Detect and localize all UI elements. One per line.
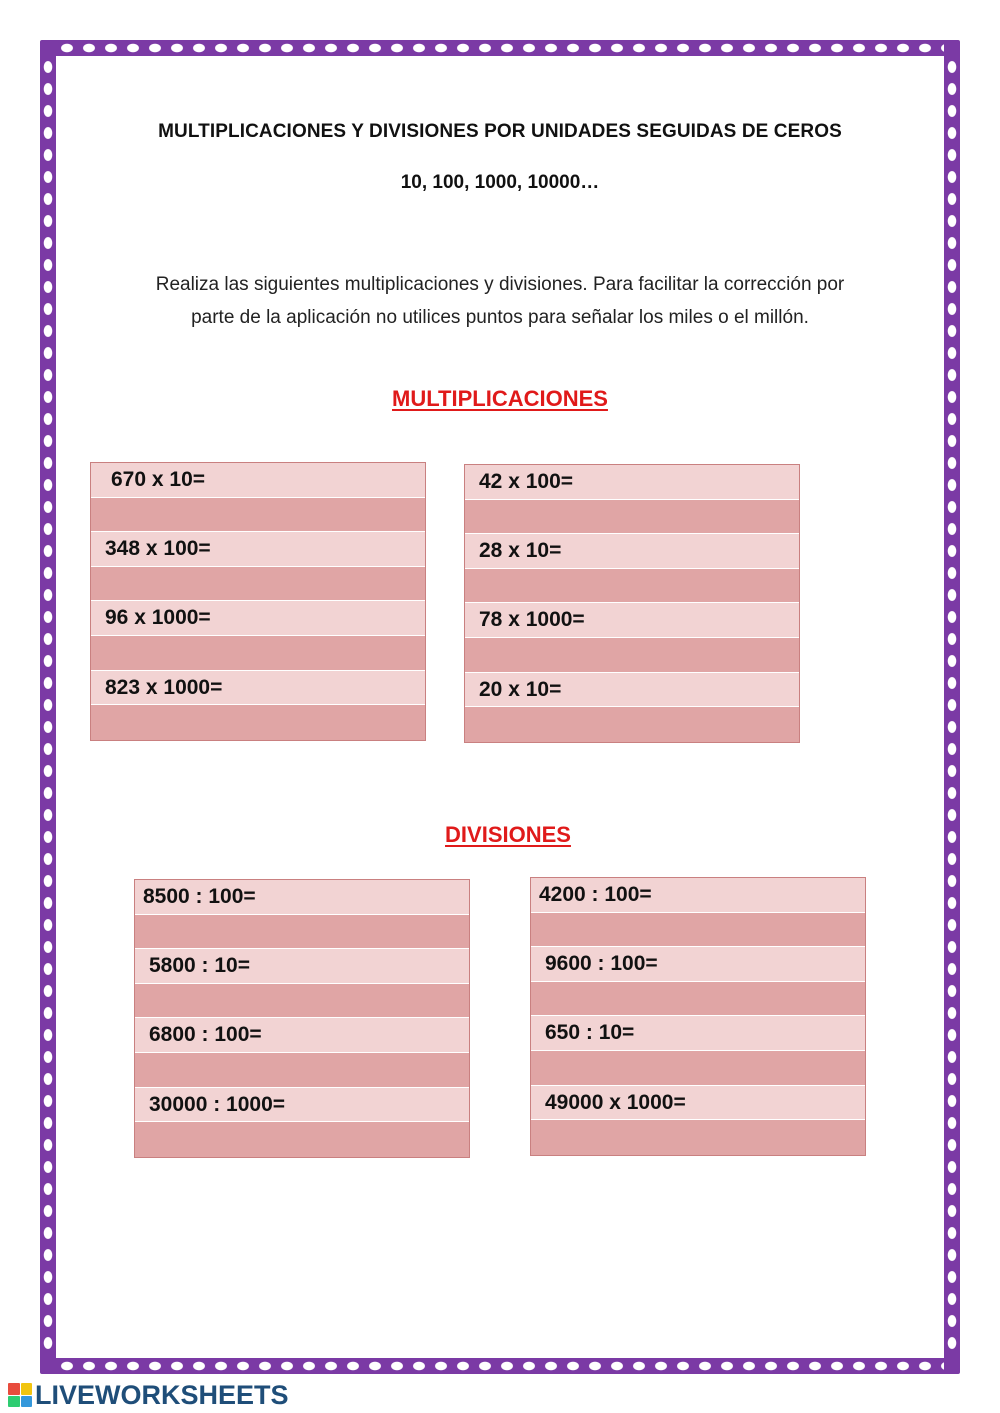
exercise-question: 5800 : 10= xyxy=(135,949,469,984)
exercise-question: 30000 : 1000= xyxy=(135,1088,469,1123)
brand-name: LIVEWORKSHEETS xyxy=(35,1379,289,1410)
frame-dots-top xyxy=(56,40,944,56)
answer-input[interactable] xyxy=(465,569,799,604)
exercise-question: 28 x 10= xyxy=(465,534,799,569)
instructions-text: Realiza las siguientes multiplicaciones y divisiones. Para facilitar la corrección por parte de la aplicación no utilices puntos para señalar los miles o el millón. xyxy=(155,274,845,328)
exercise-question: 8500 : 100= xyxy=(135,880,469,915)
page-title: MULTIPLICACIONES Y DIVISIONES POR UNIDADES SEGUIDAS DE CEROS xyxy=(158,121,842,142)
multiplication-box-left xyxy=(90,462,426,741)
exercise-question: 42 x 100= xyxy=(465,465,799,500)
answer-input[interactable] xyxy=(531,1051,865,1086)
multiplications-heading: MULTIPLICACIONES xyxy=(392,386,608,411)
exercise-question: 9600 : 100= xyxy=(531,947,865,982)
answer-input[interactable] xyxy=(135,1122,469,1157)
answer-input[interactable] xyxy=(91,567,425,602)
exercise-question: 650 : 10= xyxy=(531,1016,865,1051)
footer-brand xyxy=(8,1380,289,1410)
answer-input[interactable] xyxy=(91,498,425,533)
answer-input[interactable] xyxy=(135,915,469,950)
exercise-question: 20 x 10= xyxy=(465,673,799,708)
division-box-right xyxy=(530,877,866,1156)
answer-input[interactable] xyxy=(135,1053,469,1088)
answer-input[interactable] xyxy=(91,705,425,740)
exercise-question: 348 x 100= xyxy=(91,532,425,567)
multiplication-box-right xyxy=(464,464,800,743)
answer-input[interactable] xyxy=(531,1120,865,1155)
answer-input[interactable] xyxy=(531,913,865,948)
page-subtitle: 10, 100, 1000, 10000… xyxy=(400,172,600,193)
answer-input[interactable] xyxy=(465,638,799,673)
exercise-question: 4200 : 100= xyxy=(531,878,865,913)
answer-input[interactable] xyxy=(465,707,799,742)
frame-dots-bottom xyxy=(56,1358,944,1374)
exercise-question: 49000 x 1000= xyxy=(531,1086,865,1121)
answer-input[interactable] xyxy=(465,500,799,535)
exercise-question: 96 x 1000= xyxy=(91,601,425,636)
answer-input[interactable] xyxy=(135,984,469,1019)
exercise-question: 78 x 1000= xyxy=(465,603,799,638)
divisions-heading: DIVISIONES xyxy=(445,822,571,847)
exercise-question: 823 x 1000= xyxy=(91,671,425,706)
exercise-question: 6800 : 100= xyxy=(135,1018,469,1053)
exercise-question: 670 x 10= xyxy=(91,463,425,498)
frame-dots-left xyxy=(40,56,56,1358)
answer-input[interactable] xyxy=(91,636,425,671)
liveworksheets-logo-icon xyxy=(8,1383,32,1407)
answer-input[interactable] xyxy=(531,982,865,1017)
division-box-left xyxy=(134,879,470,1158)
frame-dots-right xyxy=(944,56,960,1358)
